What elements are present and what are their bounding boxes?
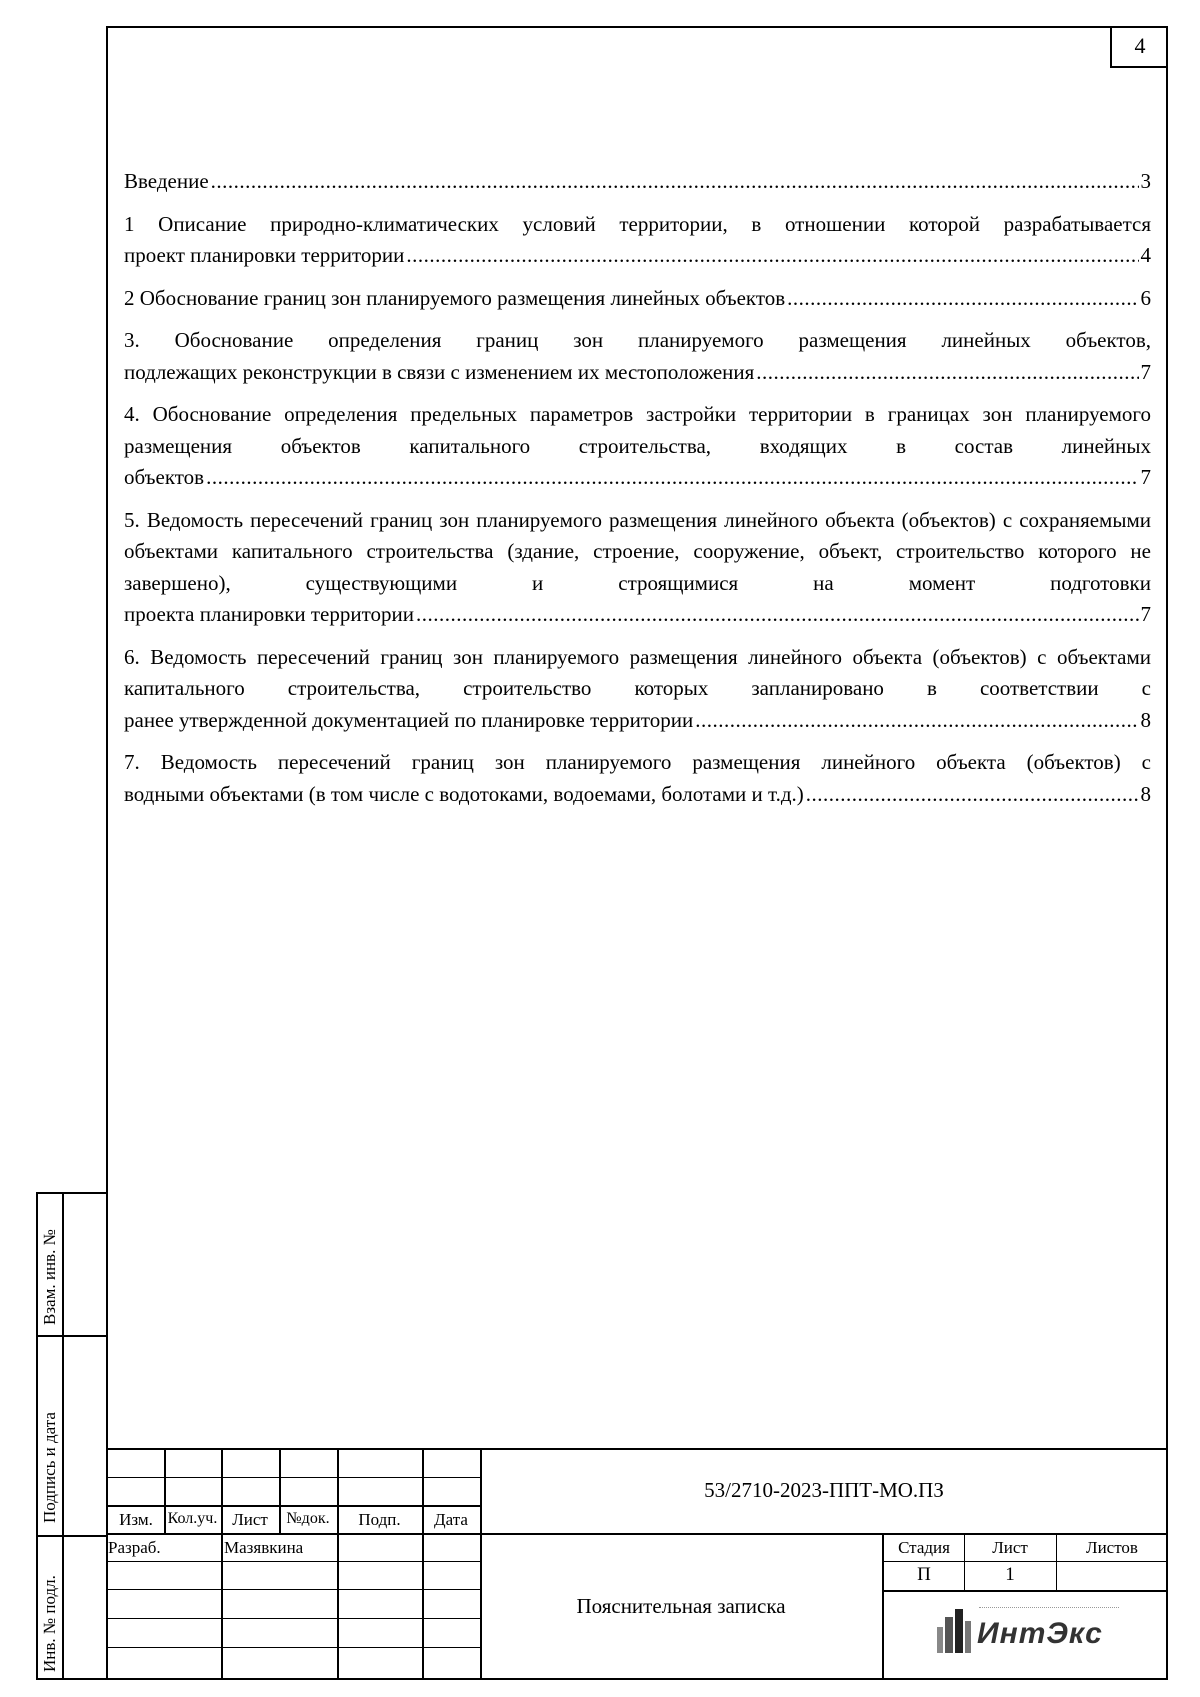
- col-header-data: Дата: [434, 1510, 468, 1529]
- list-value: 1: [1005, 1564, 1015, 1585]
- side-label-podpis: Подпись и дата: [40, 1412, 59, 1523]
- toc-entry-title: подлежащих реконструкции в связи с изменением их местоположения: [124, 359, 755, 384]
- toc-dot-leader: [206, 462, 1138, 494]
- toc-entry-text: 6. Ведомость пересечений границ зон планируемого размещения линейного объекта (объектов) с объектами капитального строительства, строительство которых запланировано в соответствии с: [124, 644, 1151, 700]
- toc-entry[interactable]: [124, 642, 1151, 737]
- company-logo: [935, 1607, 1135, 1657]
- toc-entry-line: [124, 462, 1151, 494]
- col-header-podp: Подп.: [358, 1510, 401, 1529]
- toc-page-number: 8: [1140, 707, 1151, 732]
- toc-page-number: 7: [1140, 465, 1151, 489]
- toc-entry-line: [124, 599, 1151, 631]
- toc-entry-title: Введение: [124, 169, 209, 193]
- toc-entry[interactable]: [124, 325, 1151, 388]
- toc-entry-line: [124, 166, 1151, 198]
- logo-text: ИнтЭкс: [977, 1617, 1103, 1650]
- toc-entry-title: объектов: [124, 465, 205, 489]
- razrab-label: Разраб.: [108, 1538, 161, 1557]
- col-header-izm: Изм.: [119, 1510, 153, 1529]
- toc-entry-line: [124, 240, 1151, 272]
- toc-dot-leader: [695, 705, 1138, 737]
- toc-page-number: 4: [1140, 243, 1151, 267]
- toc-entry-title: проекта планировки территории: [124, 602, 414, 626]
- toc-page-number: 7: [1140, 359, 1151, 384]
- toc-page-number: 7: [1140, 602, 1151, 626]
- toc-entry-line: [124, 283, 1151, 315]
- razrab-name: Мазявкина: [224, 1538, 304, 1557]
- col-header-list: Лист: [232, 1510, 268, 1529]
- toc-entry-line: [124, 705, 1151, 737]
- side-label-vzam: Взам. инв. №: [40, 1229, 59, 1325]
- toc-entry[interactable]: [124, 747, 1151, 810]
- toc-dot-leader: [406, 240, 1138, 272]
- toc-entry-line: [124, 357, 1151, 389]
- document-title: Пояснительная записка: [576, 1594, 786, 1618]
- stadia-label: Стадия: [898, 1538, 950, 1557]
- toc-entry-text: 4. Обоснование определения предельных параметров застройки территории в границах зон планируемого размещения объектов капитального строительства, входящих в состав линейных: [124, 402, 1151, 458]
- side-strip-divider: [62, 1192, 64, 1680]
- table-of-contents: [124, 166, 1151, 821]
- toc-entry[interactable]: [124, 283, 1151, 315]
- logo-building-icon: [935, 1607, 975, 1655]
- toc-entry[interactable]: [124, 399, 1151, 494]
- toc-dot-leader: [416, 599, 1139, 631]
- toc-entry-title: водными объектами (в том числе с водотоками, водоемами, болотами и т.д.): [124, 781, 804, 806]
- toc-entry[interactable]: [124, 505, 1151, 631]
- toc-entry[interactable]: [124, 166, 1151, 198]
- toc-dot-leader: [756, 357, 1138, 389]
- toc-entry-line: [124, 779, 1151, 811]
- toc-entry[interactable]: [124, 209, 1151, 272]
- toc-entry-text: 1 Описание природно-климатических условий территории, в отношении которой разрабатывается: [124, 211, 1151, 236]
- col-header-ndok: №док.: [286, 1510, 330, 1527]
- toc-dot-leader: [211, 166, 1139, 198]
- toc-entry-title: проект планировки территории: [124, 243, 405, 267]
- toc-dot-leader: [787, 283, 1138, 315]
- side-strip-line-1: [36, 1335, 108, 1337]
- side-strip-line-2: [36, 1535, 108, 1537]
- toc-page-number: 6: [1140, 285, 1151, 310]
- listov-label: Листов: [1086, 1538, 1138, 1557]
- toc-entry-title: 2 Обоснование границ зон планируемого размещения линейных объектов: [124, 285, 786, 310]
- page-number: 4: [1110, 26, 1168, 68]
- toc-entry-text: 5. Ведомость пересечений границ зон планируемого размещения линейного объекта (объектов) с сохраняемыми объектами капитального строительства (здание, строение, сооружение, объект, строительство которого не завершено), существующими и строящимися на момент подготовки: [124, 507, 1151, 595]
- side-label-inv: Инв. № подл.: [40, 1575, 59, 1672]
- toc-entry-text: 7. Ведомость пересечений границ зон планируемого размещения линейного объекта (объектов) с: [124, 750, 1151, 774]
- document-designation: 53/2710-2023-ППТ-МО.ПЗ: [704, 1478, 944, 1502]
- stadia-value: П: [917, 1564, 931, 1585]
- toc-dot-leader: [806, 779, 1139, 811]
- toc-entry-title: ранее утвержденной документацией по планировке территории: [124, 707, 694, 732]
- list-label: Лист: [992, 1538, 1028, 1557]
- toc-entry-text: 3. Обоснование определения границ зон планируемого размещения линейных объектов,: [124, 328, 1151, 352]
- toc-page-number: 3: [1140, 169, 1151, 193]
- col-header-kol-uch: Кол.уч.: [167, 1510, 218, 1527]
- toc-page-number: 8: [1140, 781, 1151, 806]
